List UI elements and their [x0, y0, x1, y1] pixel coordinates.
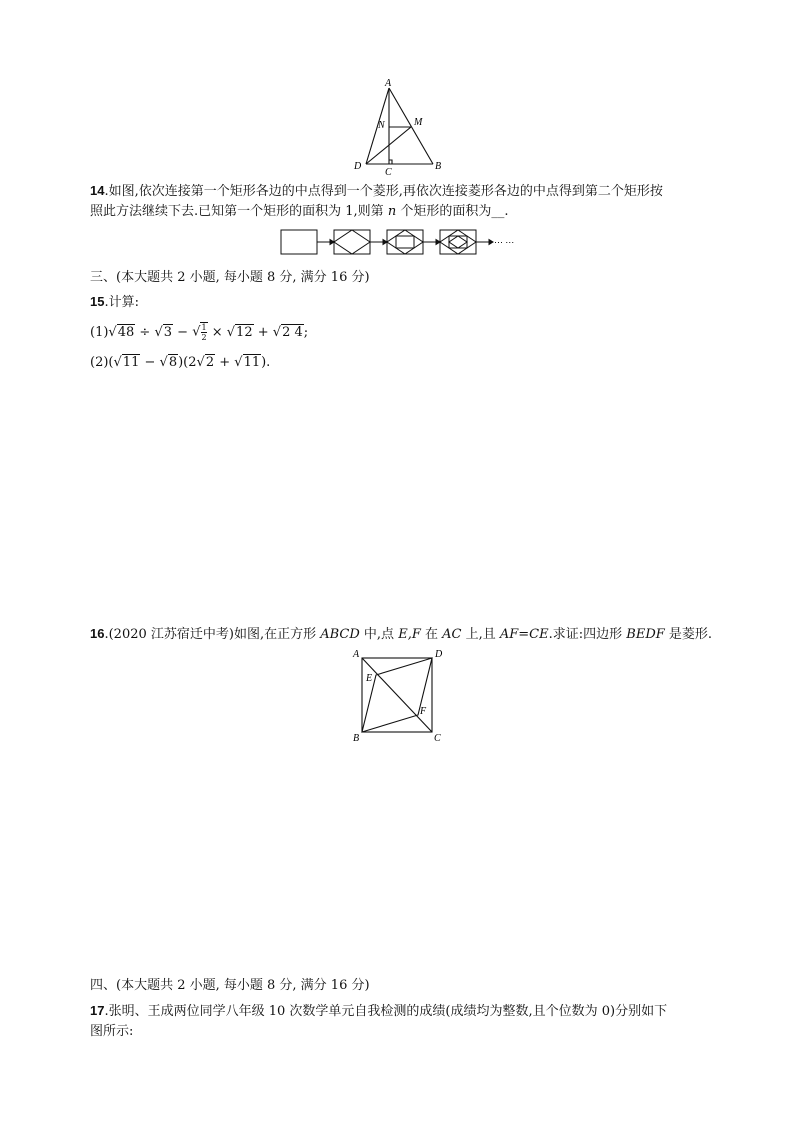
q15-p1-minus: − [173, 324, 193, 340]
q16-text-e: .求证:四边形 [548, 627, 627, 642]
q14-number: 14 [90, 183, 105, 198]
fig13-label-c: C [385, 167, 392, 176]
sqrt-2: √2 [196, 355, 215, 370]
fig13-label-b: B [435, 161, 442, 172]
seq-rhombus-4 [440, 230, 476, 254]
seq-rhombus-3 [387, 230, 423, 254]
q17-line2: 图所示: [90, 1024, 134, 1039]
q15-part2 [90, 353, 270, 373]
q15-part1 [90, 322, 308, 348]
sqrt-11-a: √11 [113, 355, 140, 370]
q15-p2-mid: )(2 [178, 355, 197, 370]
sqrt-11-b: √11 [234, 355, 261, 370]
frac-num: 1 [201, 323, 207, 332]
q15-p2-plus: + [215, 355, 235, 370]
rectangles-sequence-figure [280, 228, 520, 258]
seq-arrowhead-4 [489, 240, 493, 245]
q15-p2-label: (2)( [90, 355, 114, 370]
q14-text-line2a: 照此方法继续下去.已知第一个矩形的面积为 1,则第 [90, 204, 388, 219]
q16-text-b: 中,点 [359, 627, 399, 642]
q16-line [90, 624, 712, 645]
q17-number: 17 [90, 1003, 105, 1018]
q15-p1-div: ÷ [135, 324, 155, 340]
q15-p1-label: (1) [90, 324, 109, 340]
seq-inner-rect-4 [449, 236, 467, 248]
seq-inner-rhombus-4 [449, 236, 467, 248]
q14-text-line2b: 个矩形的面积为 [396, 204, 492, 219]
q14-text-line1: .如图,依次连接第一个矩形各边的中点得到一个菱形,再依次连接菱形各边的中点得到第二个矩形按 [104, 184, 663, 199]
sqrt-8: √8 [159, 355, 178, 370]
frac-den: 2 [201, 333, 207, 342]
q17-text-line1: .张明、王成两位同学八年级 10 次数学单元自我检测的成绩(成绩均为整数,且个位数为 0)分别如下 [104, 1004, 668, 1019]
q15-number: 15 [90, 294, 105, 309]
q15-p2-minus: − [140, 355, 160, 370]
sqrt-24: √2 4 [272, 324, 303, 340]
section-4-title: 四、(本大题共 2 小题, 每小题 8 分, 满分 16 分) [90, 978, 370, 993]
sqrt-half: √ $\frac{1}{2}$ [192, 323, 207, 342]
q16-ef: E,F [398, 627, 421, 642]
fig13-label-a: A [385, 78, 392, 89]
fig13-line-ab [389, 88, 433, 164]
q17-line1 [90, 1001, 667, 1022]
fig13-label-n: N [378, 120, 385, 131]
fig16-label-a: A [353, 649, 360, 660]
fig13-label-m: M [414, 117, 423, 128]
q16-text-a: 如图,在正方形 [233, 627, 321, 642]
q16-text-f: 是菱形. [664, 627, 713, 642]
q15-p1-end: ; [303, 324, 309, 340]
fig16-label-e: E [366, 673, 373, 684]
q14-line2 [90, 202, 508, 222]
seq-ellipsis: ⋯ ⋯ [494, 237, 515, 247]
seq-inner-rect-3 [396, 236, 414, 248]
q16-ac: AC [442, 627, 462, 642]
q14-var-n: n [387, 204, 397, 219]
fig16-label-b: B [353, 733, 360, 744]
q16-cond: AF=CE [499, 627, 549, 642]
seq-rect-2 [334, 230, 370, 254]
fig16-label-d: D [435, 649, 443, 660]
sqrt-12: √12 [226, 324, 253, 340]
q14-blank: __. [491, 204, 509, 219]
q15-p1-times: × [207, 324, 227, 340]
sqrt-48: √48 [108, 324, 135, 340]
q15-p1-plus: + [253, 324, 273, 340]
q16-source: .(2020 江苏宿迁中考) [104, 627, 234, 642]
q16-abcd: ABCD [320, 627, 360, 642]
triangle-figure [348, 78, 448, 176]
q14-line1 [90, 181, 663, 202]
q16-text-c: 在 [420, 627, 443, 642]
square-figure [348, 646, 448, 744]
q15-p2-end: ). [261, 355, 271, 370]
sqrt-3: √3 [154, 324, 173, 340]
fig16-label-c: C [434, 733, 441, 744]
q16-bedf: BEDF [626, 627, 665, 642]
seq-rect-4 [440, 230, 476, 254]
seq-rhombus-2 [334, 230, 370, 254]
q15-intro: .计算: [104, 295, 139, 310]
section-3-title: 三、(本大题共 2 小题, 每小题 8 分, 满分 16 分) [90, 270, 370, 285]
seq-rect-1 [281, 230, 317, 254]
fig16-label-f: F [420, 706, 427, 717]
q16-text-d: 上,且 [461, 627, 500, 642]
fig13-label-d: D [354, 161, 362, 172]
q15-intro-line [90, 292, 139, 313]
q16-number: 16 [90, 626, 105, 641]
seq-rect-3 [387, 230, 423, 254]
